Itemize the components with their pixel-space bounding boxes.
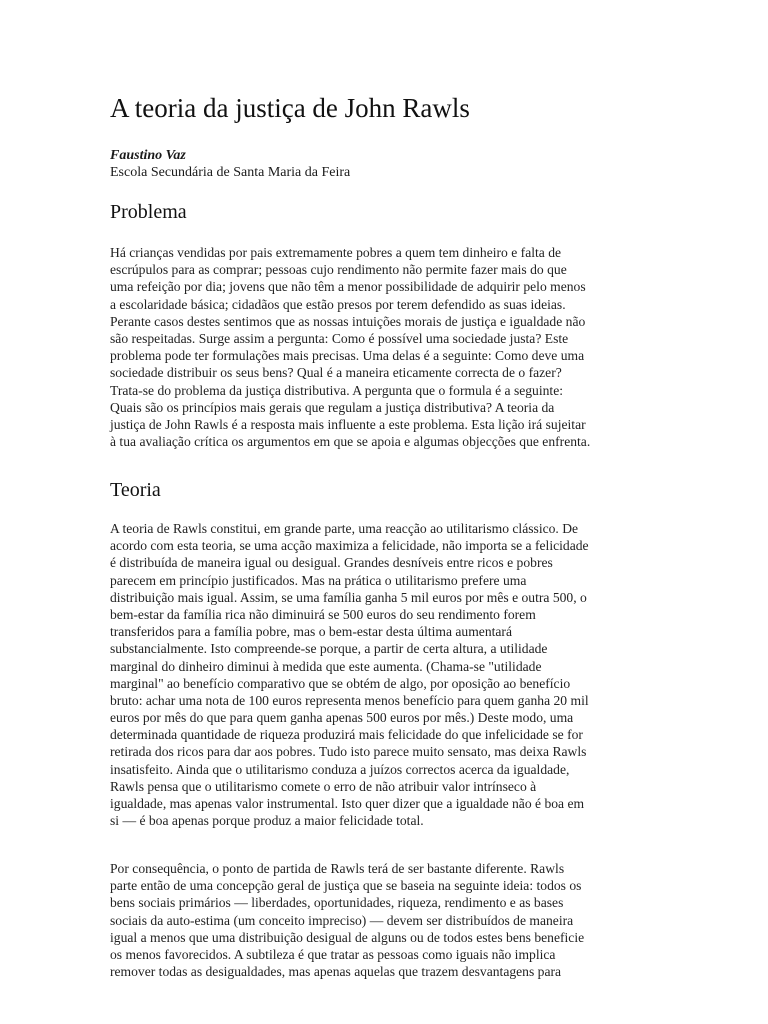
text-line: euros por mês do que para quem ganha apenas 500 euros por mês.) Deste modo, uma	[110, 710, 574, 726]
text-line: insatisfeito. Ainda que o utilitarismo conduza a juízos correctos acerca da igualdade,	[110, 761, 570, 777]
text-line: justiça de John Rawls é a resposta mais influente a este problema. Esta lição irá sujeitar	[110, 416, 586, 432]
text-line: Por consequência, o ponto de partida de Rawls terá de ser bastante diferente. Rawls	[110, 861, 565, 876]
text-line: a escolaridade básica; cidadãos que estão presos por terem defendido as suas ideias.	[110, 296, 566, 312]
paragraph-teoria-2	[110, 860, 660, 980]
text-line: problema pode ter formulações mais precisas. Uma delas é a seguinte: Como deve uma	[110, 348, 585, 364]
text-line: marginal do dinheiro diminui à medida que este aumenta. (Chama-se "utilidade	[110, 658, 542, 674]
text-line: determinada quantidade de riqueza produzirá mais felicidade do que infelicidade se for	[110, 727, 583, 743]
text-line: bens sociais primários — liberdades, oportunidades, riqueza, rendimento e as bases	[110, 895, 564, 911]
text-line: si — é boa apenas porque produz a maior felicidade total.	[110, 813, 424, 829]
text-line: acordo com esta teoria, se uma acção maximiza a felicidade, não importa se a felicidade	[110, 538, 589, 554]
text-line: escrúpulos para as comprar; pessoas cujo rendimento não permite fazer mais do que	[110, 262, 567, 278]
text-line: sociais da auto-estima (um conceito impreciso) — devem ser distribuídos de maneira	[110, 912, 574, 928]
text-line: sociedade distribuir os seus bens? Qual é a maneira eticamente correcta de o fazer?	[110, 365, 562, 381]
text-line: à tua avaliação crítica os argumentos em que se apoia e algumas objecções que enfrenta.	[110, 434, 591, 450]
text-line: os menos favorecidos. A subtileza é que tratar as pessoas como iguais não implica	[110, 946, 556, 962]
text-line: Perante casos destes sentimos que as nossas intuições morais de justiça e igualdade não	[110, 313, 586, 329]
text-line: transferidos para a família pobre, mas o bem-estar desta última aumentará	[110, 624, 512, 640]
author-affiliation: Escola Secundária de Santa Maria da Feira	[110, 165, 351, 180]
text-line: remover todas as desigualdades, mas apenas aquelas que trazem desvantagens para	[110, 964, 562, 980]
text-line: é distribuída de maneira igual ou desigual. Grandes desníveis entre ricos e pobres	[110, 555, 553, 571]
paragraph-problema	[110, 244, 660, 450]
text-line: bruto: achar uma nota de 100 euros representa menos benefício para quem ganha 20 mil	[110, 692, 589, 708]
text-line: substancialmente. Isto compreende-se porque, a partir de certa altura, a utilidade	[110, 641, 548, 657]
text-line: Rawls pensa que o utilitarismo comete o erro de não atribuir valor intrínseco à	[110, 778, 537, 794]
section-heading-teoria: Teoria	[110, 479, 161, 501]
text-line: marginal" ao benefício comparativo que se obtém de algo, por oposição ao benefício	[110, 675, 571, 691]
text-line: Há crianças vendidas por pais extremamente pobres a quem tem dinheiro e falta de	[110, 245, 562, 260]
author-name: Faustino Vaz	[110, 148, 186, 163]
paragraph-teoria-1	[110, 520, 660, 829]
text-line: são respeitadas. Surge assim a pergunta: Como é possível uma sociedade justa? Este	[110, 330, 569, 346]
text-line: igual a menos que uma distribuição desigual de alguns ou de todos estes bens beneficie	[110, 929, 585, 945]
text-line: A teoria de Rawls constitui, em grande parte, uma reacção ao utilitarismo clássico. De	[110, 521, 579, 536]
text-line: bem-estar da família rica não diminuirá se 500 euros do seu rendimento forem	[110, 606, 536, 622]
text-line: distribuição mais igual. Assim, se uma família ganha 5 mil euros por mês e outra 500, o	[110, 589, 587, 605]
page-title: A teoria da justiça de John Rawls	[110, 93, 470, 123]
text-line: igualdade, mas apenas valor instrumental. Isto quer dizer que a igualdade não é boa em	[110, 796, 585, 811]
text-line: Trata-se do problema da justiça distributiva. A pergunta que o formula é a seguinte:	[110, 382, 564, 398]
text-line: Quais são os princípios mais gerais que regulam a justiça distributiva? A teoria da	[110, 399, 555, 415]
text-line: retirada dos ricos para dar aos pobres. Tudo isto parece muito sensato, mas deixa Rawls	[110, 744, 587, 760]
text-line: parecem em princípio justificados. Mas na prática o utilitarismo prefere uma	[110, 572, 527, 588]
text-line: parte então de uma concepção geral de justiça que se baseia na seguinte ideia: todos os	[110, 878, 582, 894]
section-heading-problema: Problema	[110, 201, 187, 223]
text-line: uma refeição por dia; jovens que não têm a menor possibilidade de adquirir pelo menos	[110, 279, 586, 295]
